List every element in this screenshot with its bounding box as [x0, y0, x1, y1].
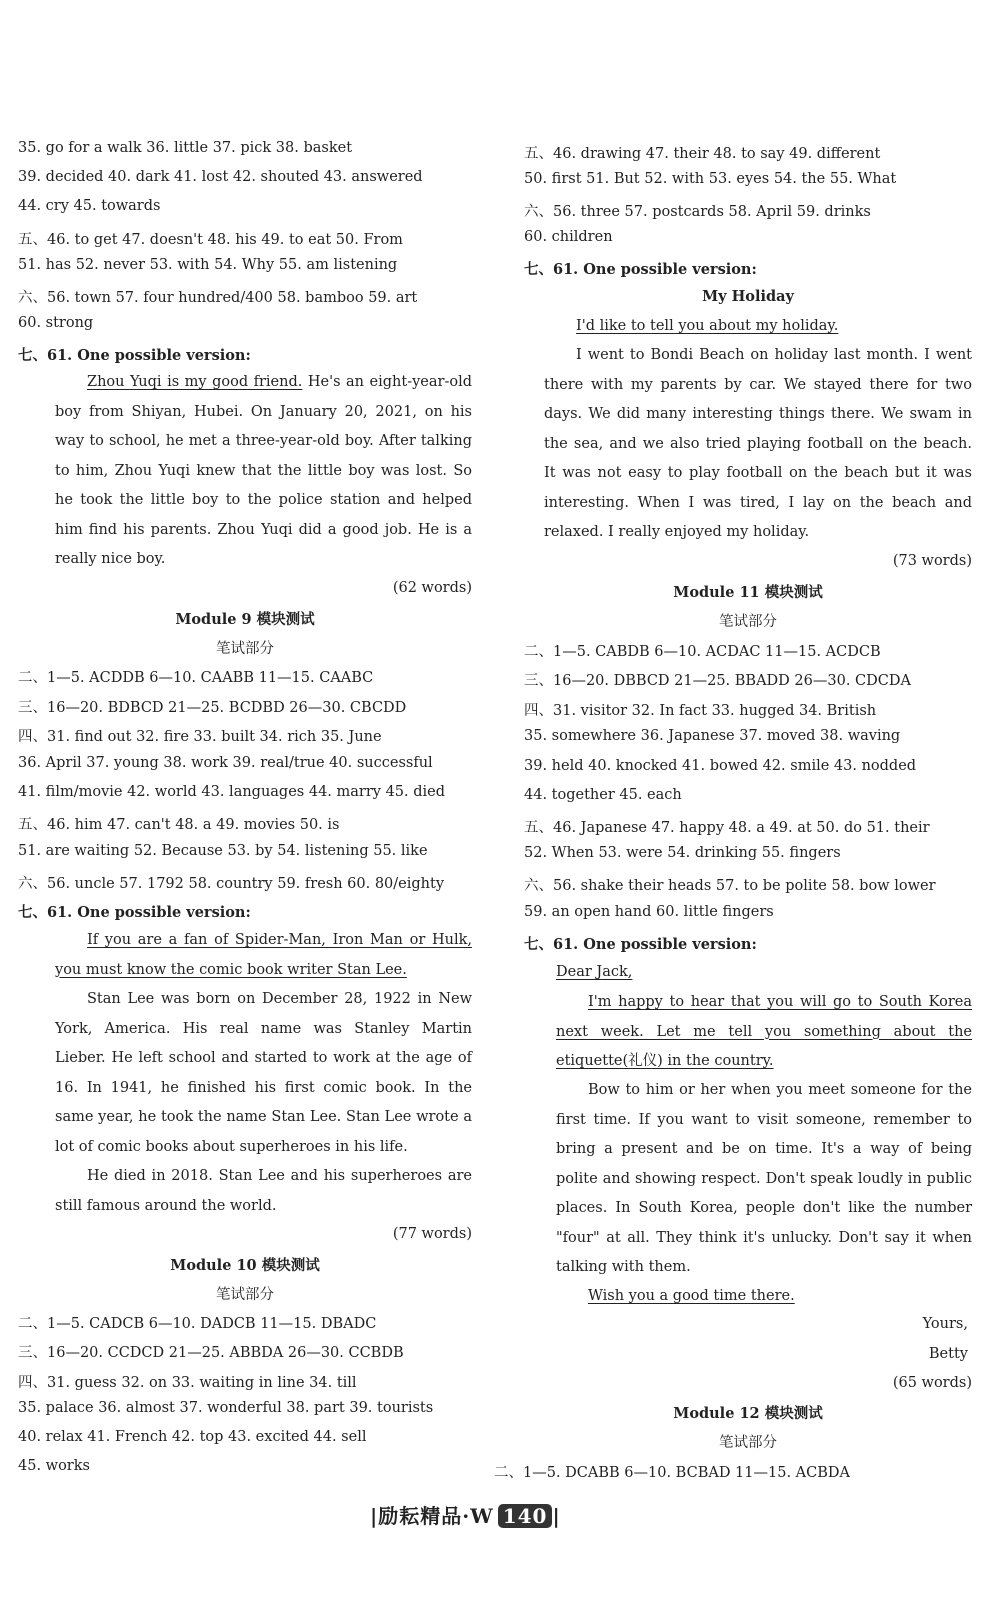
- module-10-subtitle: 笔试部分: [216, 1287, 274, 1303]
- essay-holiday-intro: [544, 312, 972, 342]
- page-footer: [370, 1500, 561, 1529]
- answer-line: 二、1—5. DCABB 6—10. BCBAD 11—15. ACBDA: [494, 1465, 850, 1481]
- answer-line: 40. relax 41. French 42. top 43. excited 44. sell: [18, 1429, 367, 1445]
- page-number: 140: [498, 1504, 553, 1528]
- module-9-title: Module 9 模块测试: [175, 611, 315, 628]
- essay-stan-lee-body: Stan Lee was born on December 28, 1922 in New York, America. His real name was Stanley Martin Lieber. He left school and started to work at the age of 16. In 1941, he finished his first comic book. In the same year, he took the name Stan Lee. Stan Lee wrote a lot of comic books about superheroes in his life.: [55, 991, 472, 1155]
- answer-line: 60. children: [524, 229, 613, 245]
- module-12-subtitle: 笔试部分: [719, 1435, 777, 1451]
- letter-wish: [556, 1282, 972, 1312]
- answer-line: 50. first 51. But 52. with 53. eyes 54. the 55. What: [524, 171, 897, 187]
- answer-line: 60. strong: [18, 315, 94, 331]
- greeting-text: Dear Jack,: [556, 964, 633, 980]
- word-count: (62 words): [392, 580, 472, 596]
- module-11-title: Module 11 模块测试: [673, 584, 823, 601]
- answer-line: 四、31. guess 32. on 33. waiting in line 34. till: [18, 1375, 357, 1391]
- essay-stan-lee-intro: [55, 926, 472, 985]
- module-9-subtitle: 笔试部分: [216, 641, 274, 657]
- essay-holiday-body: I went to Bondi Beach on holiday last month. I went there with my parents by car. We stayed there for two days. We did many interesting things there. We swam in the sea, and we also tried playing football on the beach. It was not easy to play football on the beach but it was interesting. When I was tired, I lay on the beach and relaxed. I really enjoyed my holiday.: [544, 347, 972, 540]
- letter-underlined-wish: Wish you a good time there.: [588, 1288, 795, 1304]
- footer-end: |: [552, 1504, 561, 1528]
- answer-line: 三、16—20. BDBCD 21—25. BCDBD 26—30. CBCDD: [18, 700, 407, 716]
- answer-line: 二、1—5. CABDB 6—10. ACDAC 11—15. ACDCB: [524, 644, 881, 660]
- essay-zhou-yuqi: [55, 368, 472, 575]
- answer-line: 五、46. drawing 47. their 48. to say 49. different: [524, 146, 881, 162]
- section-heading: 七、61. One possible version:: [524, 936, 757, 953]
- answer-line: 35. somewhere 36. Japanese 37. moved 38. waving: [524, 728, 901, 744]
- answer-line: 五、46. to get 47. doesn't 48. his 49. to eat 50. From: [18, 232, 403, 248]
- essay-underlined-sentence: If you are a fan of Spider-Man, Iron Man or Hulk, you must know the comic book writer Stan Lee.: [55, 932, 472, 978]
- answer-line: 51. has 52. never 53. with 54. Why 55. am listening: [18, 257, 398, 273]
- answer-line: 六、56. uncle 57. 1792 58. country 59. fresh 60. 80/eighty: [18, 876, 445, 892]
- letter-greeting: [556, 958, 972, 988]
- answer-line: 44. cry 45. towards: [18, 198, 161, 214]
- letter-body: Bow to him or her when you meet someone for the first time. If you want to visit someone, remember to bring a present and be on time. It's a way of being polite and showing respect. Don't speak loudly in public places. In South Korea, people don't like the number "four" at all. They think it's unlucky. Don't say it when talking with them.: [556, 1082, 972, 1275]
- section-heading: 七、61. One possible version:: [524, 261, 757, 278]
- word-count: (73 words): [892, 553, 972, 569]
- answer-line: 36. April 37. young 38. work 39. real/true 40. successful: [18, 755, 433, 771]
- answer-line: 六、56. three 57. postcards 58. April 59. drinks: [524, 204, 871, 220]
- answer-line: 五、46. Japanese 47. happy 48. a 49. at 50. do 51. their: [524, 820, 930, 836]
- section-heading: 七、61. One possible version:: [18, 904, 251, 921]
- letter-underlined-intro: I'm happy to hear that you will go to South Korea next week. Let me tell you something about the etiquette(礼仪) in the country.: [556, 994, 972, 1069]
- answer-line: 二、1—5. CADCB 6—10. DADCB 11—15. DBADC: [18, 1316, 377, 1332]
- answer-line: 41. film/movie 42. world 43. languages 44. marry 45. died: [18, 784, 446, 800]
- answer-line: 44. together 45. each: [524, 787, 682, 803]
- letter-closing: Yours,: [922, 1316, 968, 1332]
- answer-line: 35. palace 36. almost 37. wonderful 38. part 39. tourists: [18, 1400, 434, 1416]
- essay-title: My Holiday: [702, 288, 794, 305]
- answer-line: 六、56. shake their heads 57. to be polite 58. bow lower: [524, 878, 936, 894]
- answer-line: 35. go for a walk 36. little 37. pick 38. basket: [18, 140, 353, 156]
- answer-line: 59. an open hand 60. little fingers: [524, 904, 774, 920]
- answer-line: 三、16—20. CCDCD 21—25. ABBDA 26—30. CCBDB: [18, 1345, 404, 1361]
- essay-underlined-sentence: I'd like to tell you about my holiday.: [576, 318, 839, 334]
- essay-stan-lee-end: He died in 2018. Stan Lee and his superheroes are still famous around the world.: [55, 1168, 472, 1214]
- answer-line: 五、46. him 47. can't 48. a 49. movies 50. is: [18, 817, 340, 833]
- module-11-subtitle: 笔试部分: [719, 614, 777, 630]
- answer-line: 三、16—20. DBBCD 21—25. BBADD 26—30. CDCDA: [524, 673, 911, 689]
- answer-line: 39. decided 40. dark 41. lost 42. shouted 43. answered: [18, 169, 423, 185]
- footer-brand: |励耘精品·W: [370, 1504, 494, 1528]
- word-count: (77 words): [392, 1226, 472, 1242]
- answer-line: 六、56. town 57. four hundred/400 58. bamboo 59. art: [18, 290, 418, 306]
- section-heading: 七、61. One possible version:: [18, 347, 251, 364]
- essay-body: He's an eight-year-old boy from Shiyan, Hubei. On January 20, 2021, on his way to school, he met a three-year-old boy. After talking to him, Zhou Yuqi knew that the little boy was lost. So he took the little boy to the police station and helped him find his parents. Zhou Yuqi did a good job. He is a really nice boy.: [55, 374, 472, 567]
- essay-underlined-sentence: Zhou Yuqi is my good friend.: [87, 374, 303, 390]
- answer-line: 四、31. visitor 32. In fact 33. hugged 34. British: [524, 703, 877, 719]
- word-count: (65 words): [892, 1375, 972, 1391]
- answer-line: 45. works: [18, 1458, 90, 1474]
- module-10-title: Module 10 模块测试: [170, 1257, 320, 1274]
- module-12-title: Module 12 模块测试: [673, 1405, 823, 1422]
- answer-line: 51. are waiting 52. Because 53. by 54. listening 55. like: [18, 843, 428, 859]
- answer-line: 二、1—5. ACDDB 6—10. CAABB 11—15. CAABC: [18, 670, 374, 686]
- answer-line: 52. When 53. were 54. drinking 55. fingers: [524, 845, 841, 861]
- answer-line: 39. held 40. knocked 41. bowed 42. smile 43. nodded: [524, 758, 917, 774]
- answer-line: 四、31. find out 32. fire 33. built 34. rich 35. June: [18, 729, 382, 745]
- letter-intro: [556, 988, 972, 1077]
- letter-signature: Betty: [928, 1346, 968, 1362]
